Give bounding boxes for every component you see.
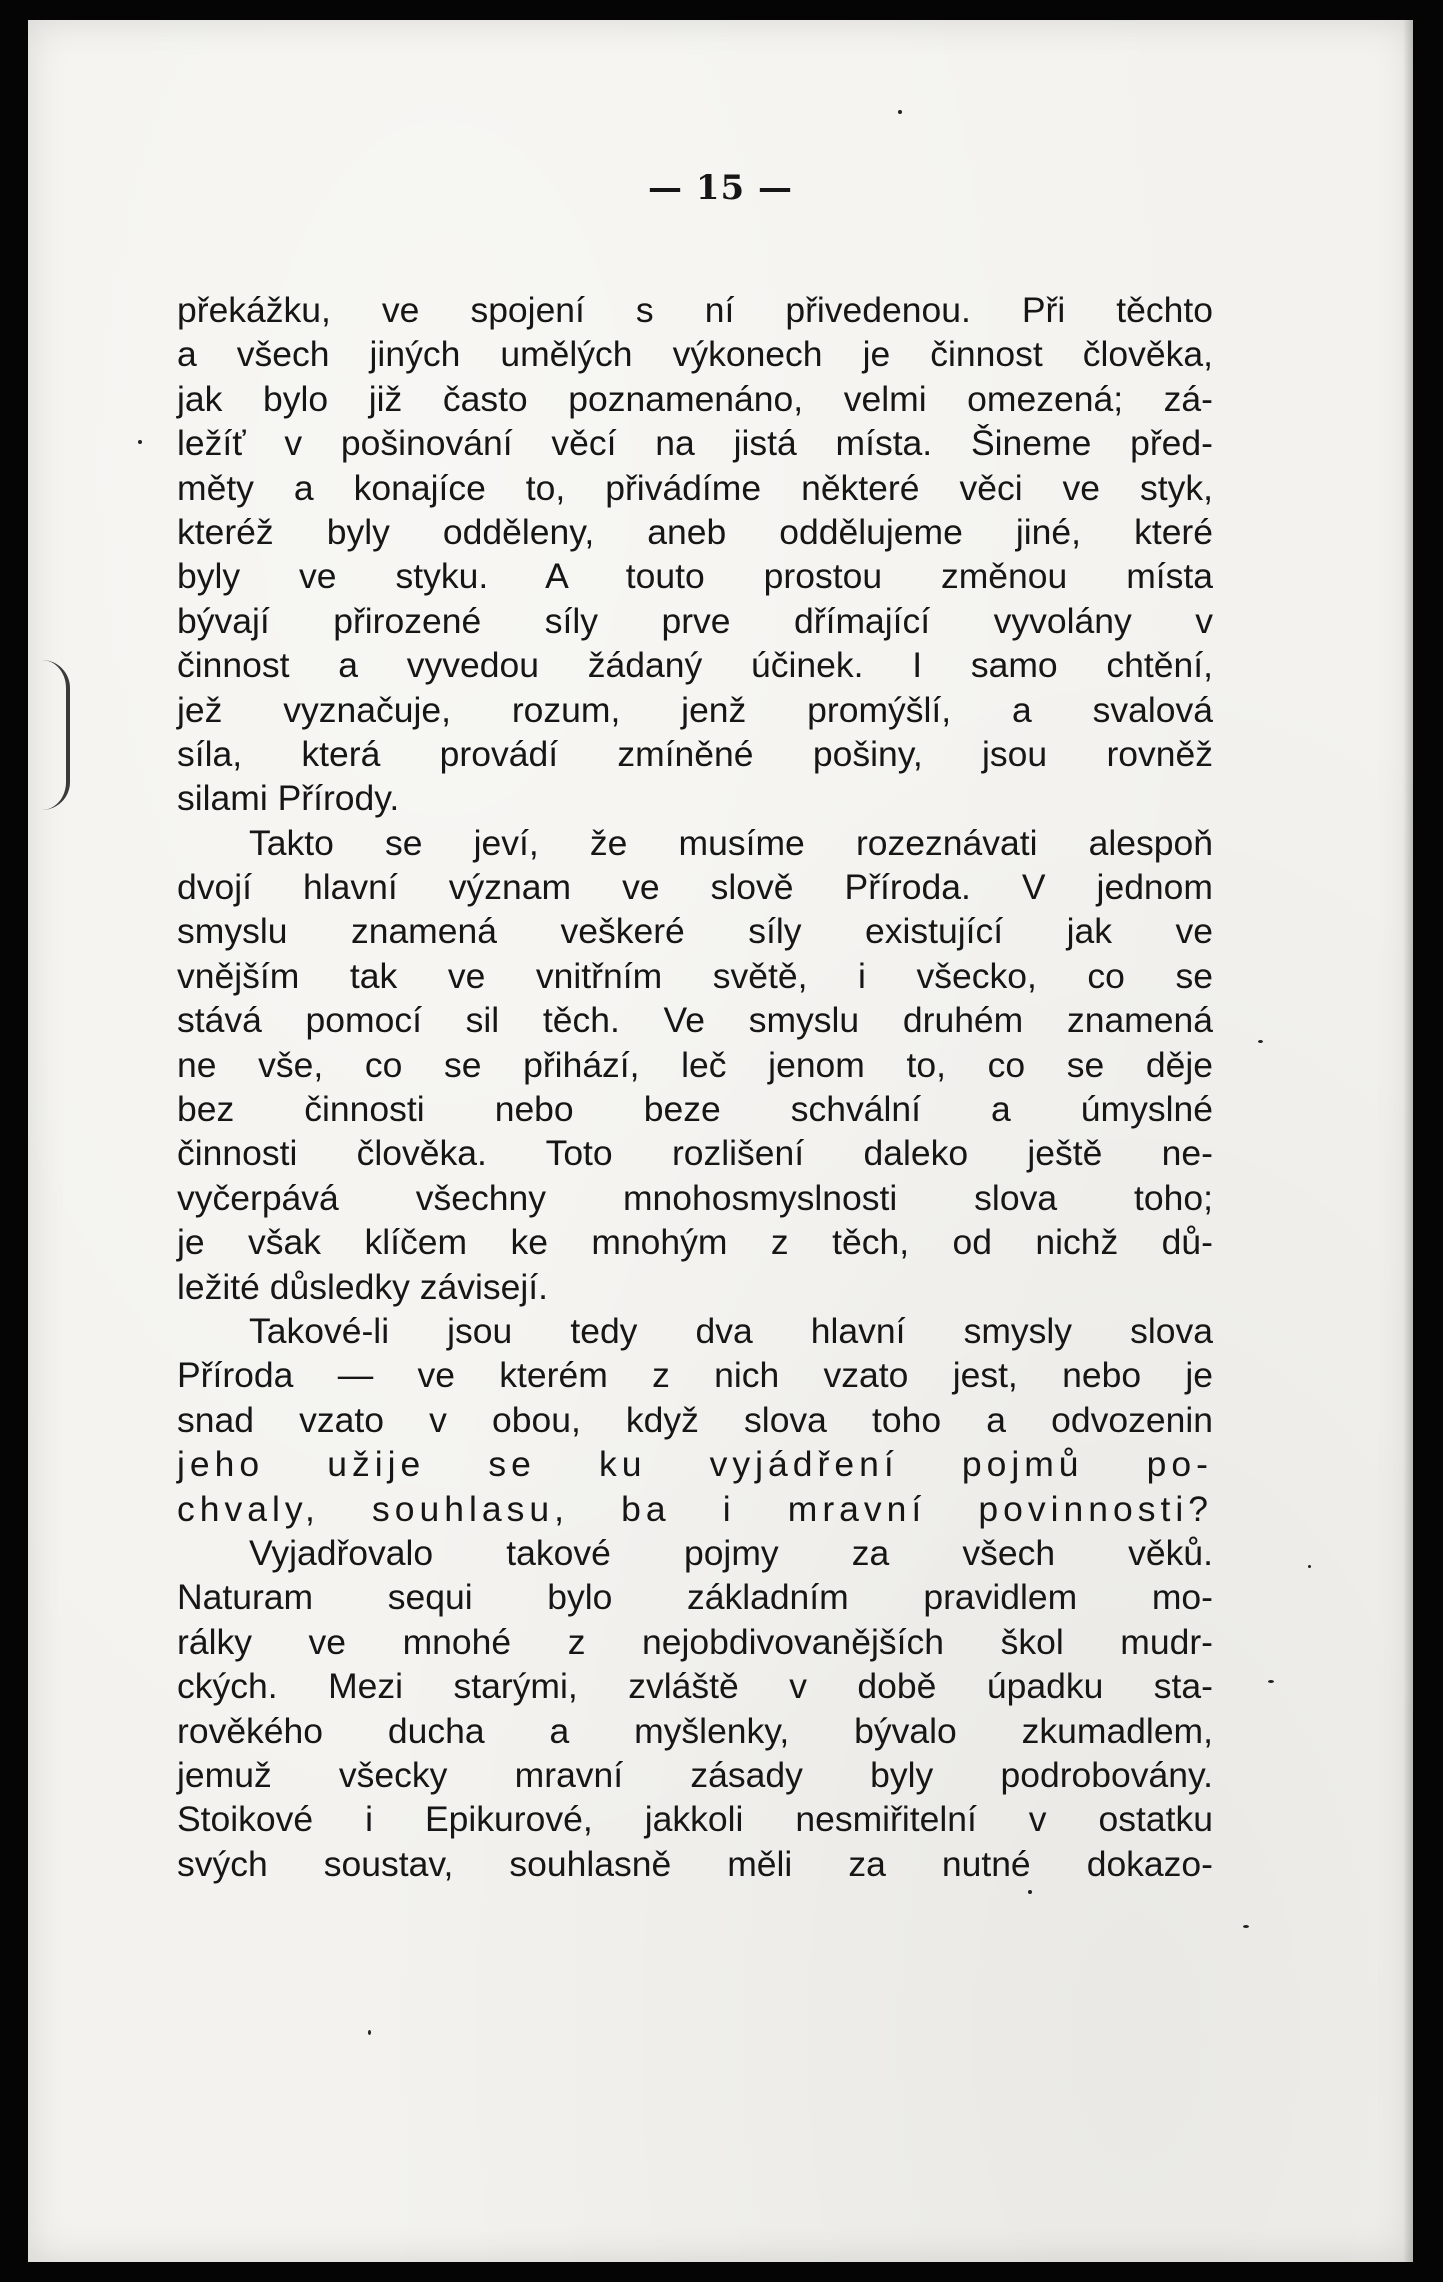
- scan-speck: [1308, 1565, 1311, 1568]
- text-line: síla, která provádí zmíněné pošiny, jsou rovněž: [177, 733, 1213, 774]
- body-text: [177, 288, 1213, 1886]
- text-line: ležíť v pošinování věcí na jistá místa. Šineme před-: [177, 423, 1213, 464]
- text-line: Takové-li jsou tedy dva hlavní smysly slova: [249, 1310, 1213, 1351]
- text-line: chvaly, souhlasu, ba i mravní povinnosti?: [177, 1488, 1213, 1529]
- scan-speck: [1268, 1680, 1274, 1683]
- scanned-page: [28, 20, 1413, 2262]
- text-line: jemuž všecky mravní zásady byly podrobovány.: [177, 1754, 1213, 1795]
- text-line: rálky ve mnohé z nejobdivovanějších škol mudr-: [177, 1621, 1213, 1662]
- text-line: jak bylo již často poznamenáno, velmi omezená; zá-: [177, 378, 1213, 419]
- scan-speck: [1243, 1925, 1249, 1928]
- binding-mark: [42, 660, 70, 810]
- text-line: svých soustav, souhlasně měli za nutné dokazo-: [177, 1843, 1213, 1884]
- text-line: měty a konajíce to, přivádíme některé věci ve styk,: [177, 467, 1213, 508]
- text-line: činnosti člověka. Toto rozlišení daleko ještě ne-: [177, 1133, 1213, 1174]
- scan-speck: [1258, 1040, 1263, 1043]
- scan-speck: [1028, 1890, 1032, 1894]
- text-line: Stoikové i Epikurové, jakkoli nesmiřitelní v ostatku: [177, 1799, 1213, 1840]
- text-line: vnějším tak ve vnitřním světě, i všecko, co se: [177, 955, 1213, 996]
- text-line: kteréž byly odděleny, aneb oddělujeme jiné, které: [177, 511, 1213, 552]
- text-line: ležité důsledky závisejí.: [177, 1266, 548, 1307]
- text-line: silami Přírody.: [177, 778, 400, 819]
- text-line: Vyjadřovalo takové pojmy za všech věků.: [249, 1532, 1213, 1573]
- text-line: dvojí hlavní význam ve slově Příroda. V jednom: [177, 867, 1213, 908]
- text-line: vyčerpává všechny mnohosmyslnosti slova toho;: [177, 1177, 1213, 1218]
- text-line: bez činnosti nebo beze schvální a úmyslné: [177, 1089, 1213, 1130]
- scan-speck: [898, 110, 902, 114]
- scan-speck: [138, 440, 142, 444]
- scan-speck: [368, 2030, 371, 2035]
- text-line: ne vše, co se přihází, leč jenom to, co se děje: [177, 1044, 1213, 1085]
- page-number: — 15 —: [648, 168, 793, 208]
- text-line: Příroda — ve kterém z nich vzato jest, nebo je: [177, 1355, 1213, 1396]
- text-line: jeho užije se ku vyjádření pojmů po-: [177, 1444, 1213, 1485]
- text-line: rověkého ducha a myšlenky, bývalo zkumadlem,: [177, 1710, 1213, 1751]
- text-line: je však klíčem ke mnohým z těch, od nichž dů-: [177, 1222, 1213, 1263]
- text-line: překážku, ve spojení s ní přivedenou. Při těchto: [177, 290, 1213, 330]
- text-line: jež vyznačuje, rozum, jenž promýšlí, a svalová: [177, 689, 1213, 730]
- text-line: smyslu znamená veškeré síly existující jak ve: [177, 911, 1213, 952]
- text-line: a všech jiných umělých výkonech je činnost člověka,: [177, 334, 1213, 375]
- text-line: Takto se jeví, že musíme rozeznávati alespoň: [249, 822, 1213, 863]
- text-line: stává pomocí sil těch. Ve smyslu druhém znamená: [177, 1000, 1213, 1041]
- text-line: bývají přirozené síly prve dřímající vyvolány v: [177, 600, 1213, 641]
- text-line: byly ve styku. A touto prostou změnou místa: [177, 556, 1213, 597]
- text-line: činnost a vyvedou žádaný účinek. I samo chtění,: [177, 645, 1213, 686]
- text-line: ckých. Mezi starými, zvláště v době úpadku sta-: [177, 1666, 1213, 1707]
- text-line: Naturam sequi bylo základním pravidlem mo-: [177, 1577, 1213, 1618]
- text-line: snad vzato v obou, když slova toho a odvozenin: [177, 1399, 1213, 1440]
